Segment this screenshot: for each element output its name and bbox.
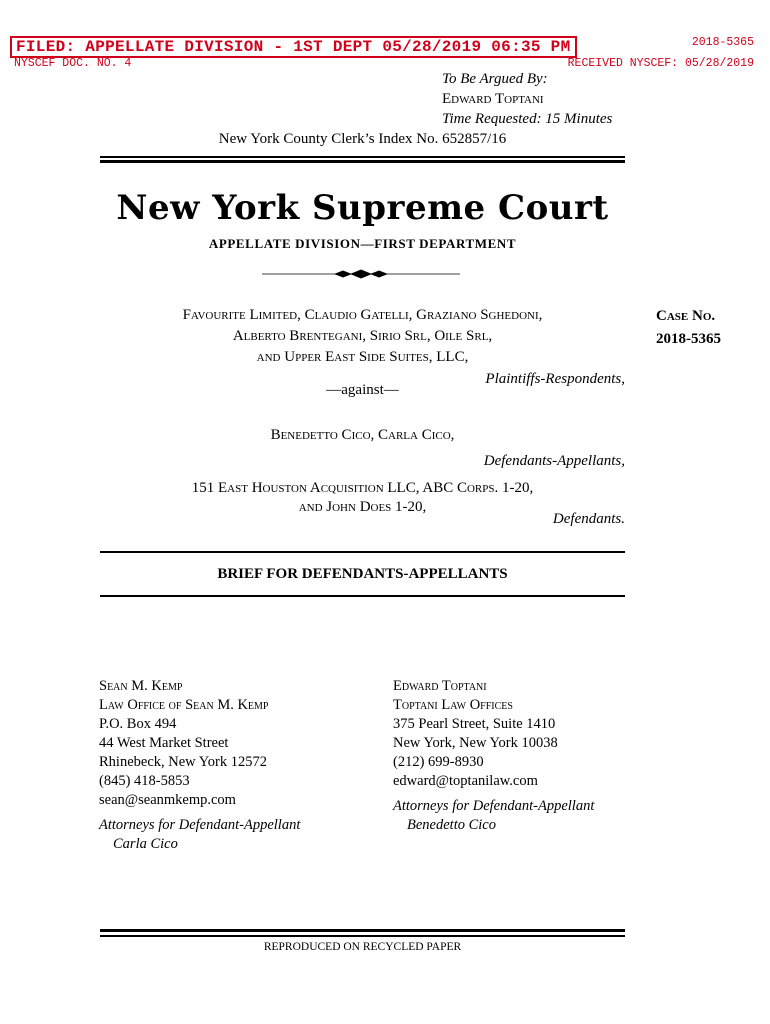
ornament-icon [262,268,460,280]
recycled-paper-footer: REPRODUCED ON RECYCLED PAPER [263,941,462,953]
appellants-role: Defendants-Appellants, [483,453,625,469]
doc-number: NYSCEF DOC. NO. 4 [14,57,132,70]
counsel-email: edward@toptanilaw.com [393,773,538,789]
counsel-firm: Toptani Law Offices [393,697,513,713]
brief-rule-top [100,551,625,553]
to-be-argued-label: To Be Argued By: [442,71,548,87]
top-rule-thin [100,156,625,158]
bottom-rule-thin [100,935,625,937]
arguing-attorney: Edward Toptani [442,91,544,107]
counsel-email: sean@seanmkemp.com [99,792,236,808]
case-number-stamp: 2018-5365 [691,36,754,49]
time-requested: Time Requested: 15 Minutes [442,111,613,127]
counsel-client: Carla Cico [113,836,178,852]
counsel-address: 375 Pearl Street, Suite 1410 [393,716,556,732]
appellants-line: Benedetto Cico, Carla Cico, [270,427,455,443]
counsel-firm: Law Office of Sean M. Kemp [99,697,269,713]
against-line: —against— [326,382,399,398]
defendants-line-1: 151 East Houston Acquisition LLC, ABC Corps. 1-20, [191,480,534,496]
brief-title: BRIEF FOR DEFENDANTS-APPELLANTS [217,566,508,582]
case-number-block [656,305,721,351]
argument-block [442,69,612,129]
case-no-label: Case No. [656,308,716,324]
ornament-divider [262,267,460,279]
counsel-name: Sean M. Kemp [99,678,183,694]
counsel-address: New York, New York 10038 [393,735,558,751]
received-stamp: RECEIVED NYSCEF: 05/28/2019 [567,57,754,70]
counsel-name: Edward Toptani [393,678,487,694]
counsel-address: Rhinebeck, New York 12572 [99,754,267,770]
counsel-client: Benedetto Cico [407,817,496,833]
case-no-value: 2018-5365 [656,331,721,347]
counsel-toptani [393,677,594,835]
counsel-phone: (212) 699-8930 [393,754,484,770]
court-title: New York Supreme Court [116,188,609,228]
court-division: APPELLATE DIVISION—FIRST DEPARTMENT [208,236,517,251]
counsel-kemp [99,677,300,854]
counsel-role: Attorneys for Defendant-Appellant [393,798,595,814]
plaintiffs-role: Plaintiffs-Respondents, [485,371,625,387]
index-number: New York County Clerk’s Index No. 652857/16 [218,131,507,147]
top-rule-thick [100,160,625,163]
plaintiffs-line-3: and Upper East Side Suites, LLC, [256,349,469,365]
plaintiffs-line-1: Favourite Limited, Claudio Gatelli, Graziano Sghedoni, [182,307,543,323]
bottom-rule-thick [100,929,625,932]
defendants-line-2: and John Does 1-20, [298,499,427,515]
counsel-address: 44 West Market Street [99,735,229,751]
counsel-role: Attorneys for Defendant-Appellant [99,817,301,833]
brief-rule-bottom [100,595,625,597]
counsel-address: P.O. Box 494 [99,716,177,732]
defendants-role: Defendants. [552,511,625,527]
counsel-phone: (845) 418-5853 [99,773,190,789]
filed-stamp: FILED: APPELLATE DIVISION - 1ST DEPT 05/28/2019 06:35 PM [10,36,577,58]
plaintiffs-line-2: Alberto Brentegani, Sirio Srl, Oile Srl, [232,328,493,344]
